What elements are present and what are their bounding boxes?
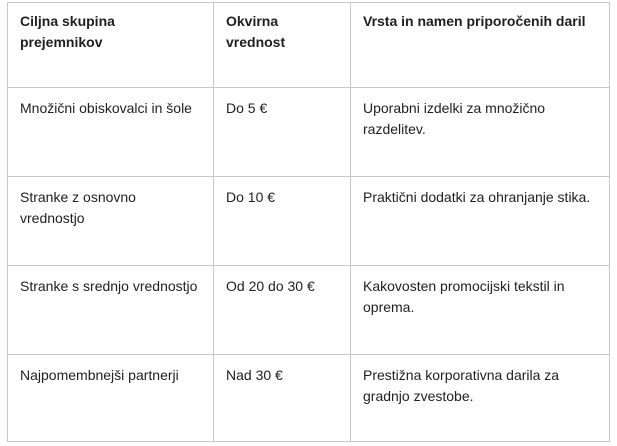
cell-value: Do 10 € [214, 177, 351, 266]
table-header-row [8, 3, 610, 88]
table-row [8, 177, 610, 266]
header-gift-type: Vrsta in namen priporočenih daril [351, 3, 610, 88]
header-value: Okvirna vrednost [214, 3, 351, 88]
cell-target-group: Najpomembnejši partnerji [8, 355, 214, 442]
table-row [8, 266, 610, 355]
cell-gift-type: Uporabni izdelki za množično razdelitev. [351, 88, 610, 177]
cell-target-group: Množični obiskovalci in šole [8, 88, 214, 177]
gift-table-container [7, 2, 610, 442]
cell-value: Od 20 do 30 € [214, 266, 351, 355]
cell-value: Nad 30 € [214, 355, 351, 442]
cell-gift-type: Prestižna korporativna darila za gradnjo zvestobe. [351, 355, 610, 442]
cell-target-group: Stranke s srednjo vrednostjo [8, 266, 214, 355]
cell-gift-type: Praktični dodatki za ohranjanje stika. [351, 177, 610, 266]
gift-table [7, 2, 610, 442]
cell-value: Do 5 € [214, 88, 351, 177]
cell-target-group: Stranke z osnovno vrednostjo [8, 177, 214, 266]
table-row [8, 88, 610, 177]
cell-gift-type: Kakovosten promocijski tekstil in oprema. [351, 266, 610, 355]
table-row [8, 355, 610, 442]
header-target-group: Ciljna skupina prejemnikov [8, 3, 214, 88]
